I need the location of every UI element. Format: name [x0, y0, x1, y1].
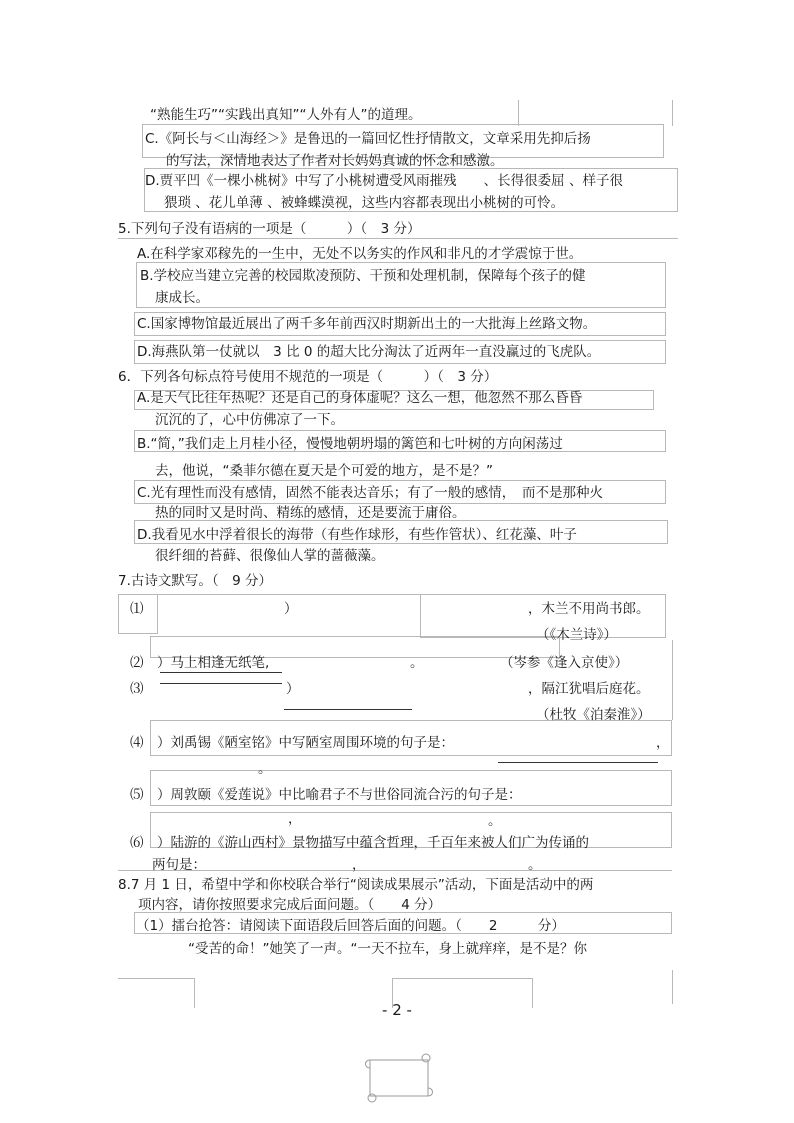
option-6d-continued: 很纤细的苔藓、很像仙人掌的蔷薇藻。	[155, 548, 385, 564]
answer-blank	[160, 672, 282, 673]
poem-item-6-line: ⑹ ）陆游的《游山西村》景物描写中蕴含哲理，千百年来被人们广为传诵的	[130, 835, 589, 851]
option-6b: B.“简，”我们走上月桂小径，慢慢地朝坍塌的篱笆和七叶树的方向闲荡过	[137, 436, 563, 452]
poem-item-1-number: ⑴	[130, 601, 144, 617]
poem-item-1-line: ，木兰不用尚书郎。	[528, 601, 650, 617]
answer-blank	[160, 683, 282, 684]
option-5b: B.学校应当建立完善的校园欺凌预防、干预和处理机制，保障每个孩子的健	[140, 268, 586, 284]
answer-blank	[498, 762, 658, 763]
poem-item-6-end: 。	[528, 857, 542, 873]
page-number: - 2 -	[382, 1001, 412, 1019]
option-4d: D.贾平凹《一棵小桃树》中写了小桃树遭受风雨摧残 、长得很委屈 、样子很	[145, 173, 623, 189]
frame-line	[118, 978, 194, 979]
poem-item-6-comma: ，	[352, 857, 366, 873]
option-6a: A.是天气比往年热呢？还是自己的身体虚呢？这么一想，他忽然不那么昏昏	[137, 390, 583, 406]
option-6c: C.光有理性而没有感情，固然不能表达音乐；有了一般的感情， 而不是那种火	[137, 485, 603, 501]
frame-line	[518, 100, 519, 126]
frame-line	[672, 100, 673, 126]
question-5-title: 5.下列句子没有语病的一项是（ ）（ 3 分）	[118, 221, 421, 237]
scroll-ornament-icon	[360, 1050, 438, 1106]
option-6a-continued: 沉沉的了，心中仿佛凉了一下。	[155, 412, 344, 428]
option-4c-continued: 的写法，深情地表达了作者对长妈妈真诚的怀念和感激。	[166, 153, 504, 169]
option-5c: C.国家博物馆最近展出了两千多年前西汉时期新出土的一大批海上丝路文物。	[137, 316, 597, 332]
poem-item-2-line: ⑵ ）马上相逢无纸笔,	[130, 655, 270, 671]
poem-item-4-comma: ，	[656, 735, 670, 751]
option-5d: D.海燕队第一仗就以 3 比 0 的超大比分淘汰了近两年一直没赢过的飞虎队。	[137, 344, 601, 360]
poem-item-3-source: （杜牧《泊秦淮》）	[536, 707, 651, 723]
poem-item-4-end: 。	[258, 761, 272, 777]
question-8-part-1: （1）擂台抢答：请阅读下面语段后回答后面的问题。（ 2 分）	[136, 918, 565, 934]
passage-line: “受苦的命！”她笑了一声。“一天不拉车，身上就痒痒，是不是？你	[188, 941, 587, 957]
option-4c: C.《阿长与＜山海经＞》是鲁迅的一篇回忆性抒情散文，文章采用先抑后扬	[145, 131, 591, 147]
question-8-title-continued: 项内容，请你按照要求完成后面问题。（ 4 分）	[138, 897, 442, 913]
option-6c-continued: 热的同时又是时尚、精练的感情，还是要流于庸俗。	[155, 505, 466, 521]
poem-item-5-comma: ，	[288, 811, 302, 827]
frame-line	[672, 970, 673, 1004]
option-5b-continued: 康成长。	[155, 290, 209, 306]
option-4b-continued: “熟能生巧”“实践出真知”“人外有人”的道理。	[150, 107, 422, 123]
poem-item-5-end: 。	[488, 813, 502, 829]
option-4d-continued: 猥琐 、花儿单薄 、被蜂蝶漠视，这些内容都表现出小桃树的可怜。	[164, 195, 565, 211]
poem-item-3-line: ，隔江犹唱后庭花。	[528, 681, 650, 697]
poem-item-1-paren: ）	[284, 601, 298, 617]
frame-line	[118, 238, 678, 239]
poem-item-6-continued: 两句是：	[152, 857, 206, 873]
poem-item-4-line: ⑷ ）刘禹锡《陋室铭》中写陋室周围环境的句子是：	[130, 735, 454, 751]
frame-line	[392, 978, 532, 979]
poem-item-2-end: 。	[410, 655, 424, 671]
poem-item-3-paren: ）	[286, 681, 300, 697]
poem-item-2-source: （岑参《逢入京使》）	[500, 655, 629, 671]
option-6b-continued: 去，他说，“桑菲尔德在夏天是个可爱的地方，是不是？”	[155, 463, 493, 479]
question-8-title: 8.7 月 1 日，希望中学和你校联合举行“阅读成果展示”活动，下面是活动中的两	[118, 877, 594, 893]
poem-item-3-number: ⑶	[130, 681, 144, 697]
question-7-title: 7.古诗文默写。（ 9 分）	[118, 573, 273, 589]
option-6d: D.我看见水中浮着很长的海带（有些作球形，有些作管状）、红花藻、叶子	[137, 527, 577, 543]
answer-blank	[284, 709, 412, 710]
frame-line	[672, 640, 673, 720]
poem-item-5-line: ⑸ ）周敦颐《爱莲说》中比喻君子不与世俗同流合污的句子是：	[130, 787, 522, 803]
question-6-title: 6．下列各句标点符号使用不规范的一项是（ ）（ 3 分）	[118, 369, 498, 385]
poem-item-1-source: （《木兰诗》）	[536, 627, 617, 643]
option-5a: A.在科学家邓稼先的一生中，无处不以务实的作风和非凡的才学震惊于世。	[137, 246, 583, 262]
